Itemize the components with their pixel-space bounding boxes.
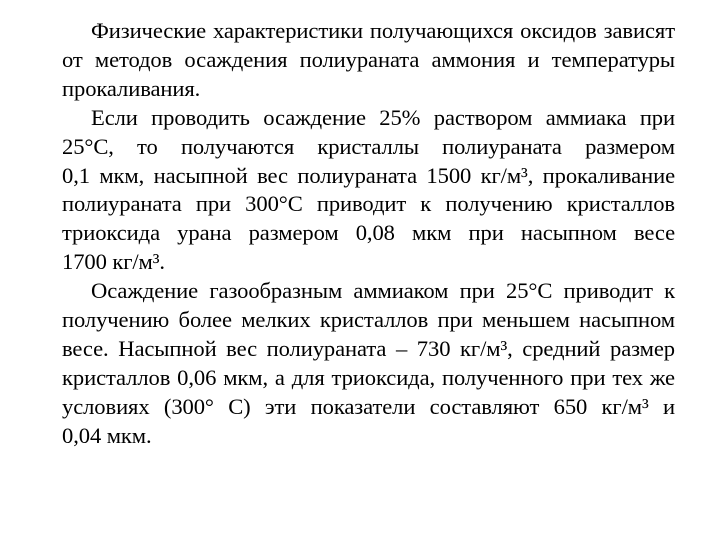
text-line: от методов осаждения полиураната аммония и температуры (62, 46, 675, 72)
paragraph-ammonia-solution (33, 104, 675, 277)
text-line: прокаливания. (62, 75, 201, 101)
text-line: Осаждение газообразным аммиаком при 25°С приводит к (91, 278, 675, 304)
document-body (33, 17, 675, 451)
text-line: 0,04 мкм. (62, 422, 152, 448)
text-line: полиураната при 300°С приводит к получению кристаллов (62, 191, 675, 217)
paragraph-oxide-properties (33, 17, 675, 104)
text-line: 1700 кг/м³. (62, 249, 165, 275)
text-line: триоксида урана размером 0,08 мкм при насыпном весе (62, 220, 675, 246)
text-line: 25°С, то получаются кристаллы полиураната размером (62, 133, 675, 159)
paragraph-gaseous-ammonia (33, 277, 675, 450)
text-line: кристаллов 0,06 мкм, а для триоксида, полученного при тех же (62, 364, 675, 390)
text-line: Физические характеристики получающихся оксидов зависят (91, 18, 675, 43)
text-line: Если проводить осаждение 25% раствором аммиака при (91, 104, 675, 130)
text-line: 0,1 мкм, насыпной вес полиураната 1500 кг/м³, прокаливание (62, 162, 675, 188)
text-line: весе. Насыпной вес полиураната – 730 кг/м³, средний размер (62, 335, 675, 361)
text-line: получению более мелких кристаллов при меньшем насыпном (62, 307, 675, 333)
text-line: условиях (300° С) эти показатели составляют 650 кг/м³ и (62, 393, 675, 419)
